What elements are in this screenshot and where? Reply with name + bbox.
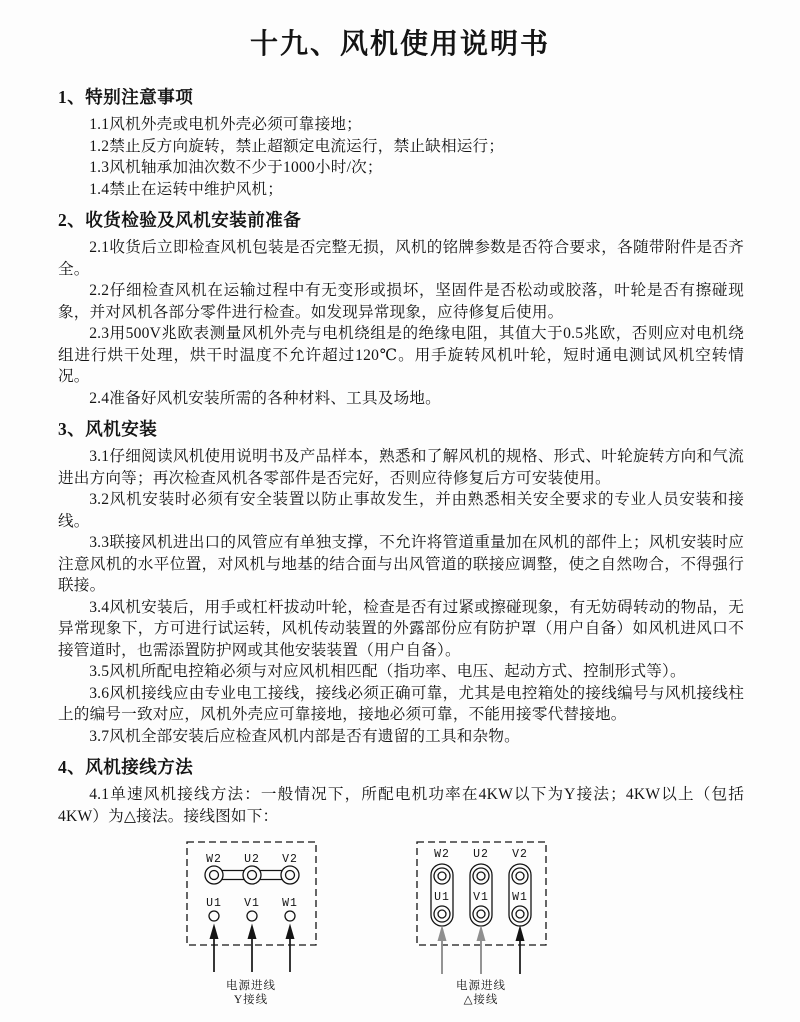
terminal-label-u1: U1 bbox=[206, 897, 222, 910]
up-arrow-icon bbox=[248, 924, 257, 940]
terminal-label-u2: U2 bbox=[473, 848, 489, 861]
paragraph-3-6: 3.6风机接线应由专业电工接线，接线必须正确可靠，尤其是电控箱处的接线编号与风机接线柱上的编号一致对应，风机外壳应可靠接地，接地必须可靠，不能用接零代替接地。 bbox=[58, 684, 744, 723]
paragraph-2-2: 2.2仔细检查风机在运输过程中有无变形或损坏，坚固件是否松动或胶落，叶轮是否有擦碰现象，并对风机各部分零件进行检查。如发现异常现象，应待修复后使用。 bbox=[58, 282, 744, 321]
paragraph-2-4: 2.4准备好风机安装所需的各种材料、工具及场地。 bbox=[89, 389, 441, 407]
terminal-v2-inner bbox=[516, 872, 524, 880]
page-title: 十九、风机使用说明书 bbox=[249, 29, 550, 60]
up-arrow-icon bbox=[477, 925, 486, 941]
terminal-w1-inner bbox=[516, 910, 524, 918]
delta-connection-diagram bbox=[405, 835, 605, 1015]
delta-diagram-caption-power: 电源进线 bbox=[456, 980, 506, 992]
terminal-label-v1: V1 bbox=[473, 891, 489, 904]
up-arrow-icon bbox=[438, 925, 447, 941]
terminal-label-u2: U2 bbox=[244, 853, 260, 866]
terminal-label-v1: V1 bbox=[244, 897, 260, 910]
terminal-label-w2: W2 bbox=[206, 853, 222, 866]
terminal-u1-inner bbox=[438, 910, 446, 918]
paragraph-2-3: 2.3用500V兆欧表测量风机外壳与电机绕组是的绝缘电阻，其值大于0.5兆欧，否则应对电机绕组进行烘干处理，烘干时温度不允许超过120℃。用手旋转风机叶轮，短时通电测试风机空转情况。 bbox=[58, 325, 744, 385]
document-body bbox=[0, 84, 800, 827]
y-connection-diagram bbox=[170, 835, 370, 1015]
section-heading-precautions: 1、特别注意事项 bbox=[58, 87, 194, 107]
up-arrow-icon bbox=[286, 924, 295, 940]
section-heading-wiring-method: 4、风机接线方法 bbox=[58, 757, 194, 777]
paragraph-1-3: 1.3风机轴承加油次数不少于1000小时/次； bbox=[89, 159, 383, 176]
terminal-label-w2: W2 bbox=[434, 848, 450, 861]
paragraph-3-1: 3.1仔细阅读风机使用说明书及产品样本，熟悉和了解风机的规格、形式、叶轮旋转方向和气流进出方向等；再次检查风机各零部件是否完好，否则应待修复后方可安装使用。 bbox=[58, 448, 744, 487]
terminal-v1-inner bbox=[477, 910, 485, 918]
section-heading-installation: 3、风机安装 bbox=[58, 419, 158, 439]
terminal-w2-inner bbox=[438, 872, 446, 880]
y-diagram-caption-power: 电源进线 bbox=[226, 980, 276, 992]
terminal-label-v2: V2 bbox=[512, 848, 528, 861]
y-diagram-caption-type: Y接线 bbox=[233, 994, 269, 1006]
terminal-label-w1: W1 bbox=[282, 897, 298, 910]
paragraph-3-5: 3.5风机所配电控箱必须与对应风机相匹配（指功率、电压、起动方式、控制形式等）。 bbox=[89, 663, 686, 680]
paragraph-2-1: 2.1收货后立即检查风机包装是否完整无损，风机的铭牌参数是否符合要求，各随带附件是否齐全。 bbox=[58, 239, 744, 278]
paragraph-3-7: 3.7风机全部安装后应检查风机内部是否有遗留的工具和杂物。 bbox=[89, 727, 520, 745]
paragraph-1-1: 1.1风机外壳或电机外壳必须可靠接地； bbox=[89, 116, 362, 133]
terminal-w2-inner bbox=[210, 871, 219, 880]
wiring-diagrams bbox=[0, 835, 800, 1020]
paragraph-3-4: 3.4风机安装后，用手或杠杆拔动叶轮，检查是否有过紧或擦碰现象，有无妨碍转动的物品，无异常现象下，方可进行试运转，风机传动装置的外露部份应有防护罩（用户自备）如风机进风口不接管道时，也需添置防护网或其他安装装置（用户自备）。 bbox=[58, 598, 744, 659]
terminal-v1 bbox=[247, 911, 257, 921]
paragraph-1-2: 1.2禁止反方向旋转，禁止超额定电流运行，禁止缺相运行； bbox=[89, 137, 505, 155]
terminal-v2-inner bbox=[286, 871, 295, 880]
up-arrow-icon bbox=[516, 925, 525, 941]
terminal-u2-inner bbox=[477, 872, 485, 880]
terminal-u2-inner bbox=[248, 871, 257, 880]
up-arrow-icon bbox=[210, 924, 219, 940]
terminal-label-u1: U1 bbox=[434, 891, 450, 904]
terminal-label-w1: W1 bbox=[512, 891, 528, 904]
section-heading-receiving-inspection: 2、收货检验及风机安装前准备 bbox=[58, 210, 302, 230]
paragraph-3-2: 3.2风机安装时必须有安全装置以防止事故发生，并由熟悉相关安全要求的专业人员安装和接线。 bbox=[58, 491, 744, 530]
paragraph-4-1: 4.1单速风机接线方法：一般情况下，所配电机功率在4KW以下为Y接法；4KW以上（包括4KW）为△接法。接线图如下： bbox=[58, 786, 744, 825]
terminal-label-v2: V2 bbox=[282, 853, 298, 866]
paragraph-3-3: 3.3联接风机进出口的风管应有单独支撑，不允许将管道重量加在风机的部件上；风机安装时应注意风机的水平位置，对风机与地基的结合面与出风管道的联接应调整，使之自然吻合，不得强行联接。 bbox=[58, 534, 744, 594]
terminal-w1 bbox=[285, 911, 295, 921]
delta-diagram-caption-type: △接线 bbox=[463, 994, 499, 1006]
paragraph-1-4: 1.4禁止在运转中维护风机； bbox=[89, 180, 284, 198]
document-page bbox=[0, 22, 800, 1022]
terminal-u1 bbox=[209, 911, 219, 921]
